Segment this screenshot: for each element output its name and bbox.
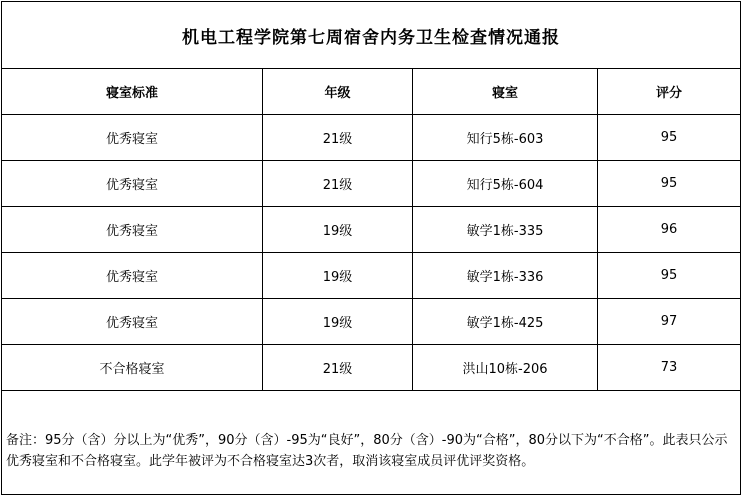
table-row xyxy=(2,299,741,345)
table-row xyxy=(2,253,741,299)
cell-standard: 优秀寝室 xyxy=(2,115,263,161)
header-standard: 寝室标准 xyxy=(2,69,263,115)
cell-standard: 优秀寝室 xyxy=(2,299,263,345)
table-row xyxy=(2,345,741,391)
table-row xyxy=(2,115,741,161)
cell-standard: 优秀寝室 xyxy=(2,161,263,207)
cell-score: 95 xyxy=(598,115,741,161)
cell-grade: 21级 xyxy=(263,115,413,161)
cell-score: 95 xyxy=(598,161,741,207)
cell-room: 洪山10栋-206 xyxy=(413,345,598,391)
header-room: 寝室 xyxy=(413,69,598,115)
cell-standard: 优秀寝室 xyxy=(2,253,263,299)
report-title: 机电工程学院第七周宿舍内务卫生检查情况通报 xyxy=(2,2,741,69)
cell-score: 73 xyxy=(598,345,741,391)
cell-grade: 21级 xyxy=(263,161,413,207)
header-score: 评分 xyxy=(598,69,741,115)
cell-room: 知行5栋-604 xyxy=(413,161,598,207)
remarks-text: 备注：95分（含）分以上为“优秀”，90分（含）-95为“良好”，80分（含）-90为“合格”，80分以下为“不合格”。此表只公示优秀寝室和不合格寝室。此学年被评为不合格寝室达3次者，取消该寝室成员评优评奖资格。 xyxy=(6,432,728,469)
cell-room: 知行5栋-603 xyxy=(413,115,598,161)
cell-grade: 19级 xyxy=(263,299,413,345)
cell-room: 敏学1栋-336 xyxy=(413,253,598,299)
table-row xyxy=(2,161,741,207)
header-grade: 年级 xyxy=(263,69,413,115)
inspection-report-table xyxy=(1,1,741,495)
cell-score: 95 xyxy=(598,253,741,299)
cell-score: 96 xyxy=(598,207,741,253)
cell-grade: 19级 xyxy=(263,253,413,299)
note-cell xyxy=(2,391,741,495)
title-row xyxy=(2,2,741,69)
cell-standard: 优秀寝室 xyxy=(2,207,263,253)
note-row xyxy=(2,391,741,495)
cell-score: 97 xyxy=(598,299,741,345)
header-row xyxy=(2,69,741,115)
cell-grade: 21级 xyxy=(263,345,413,391)
cell-room: 敏学1栋-425 xyxy=(413,299,598,345)
cell-grade: 19级 xyxy=(263,207,413,253)
cell-standard: 不合格寝室 xyxy=(2,345,263,391)
cell-room: 敏学1栋-335 xyxy=(413,207,598,253)
table-row xyxy=(2,207,741,253)
